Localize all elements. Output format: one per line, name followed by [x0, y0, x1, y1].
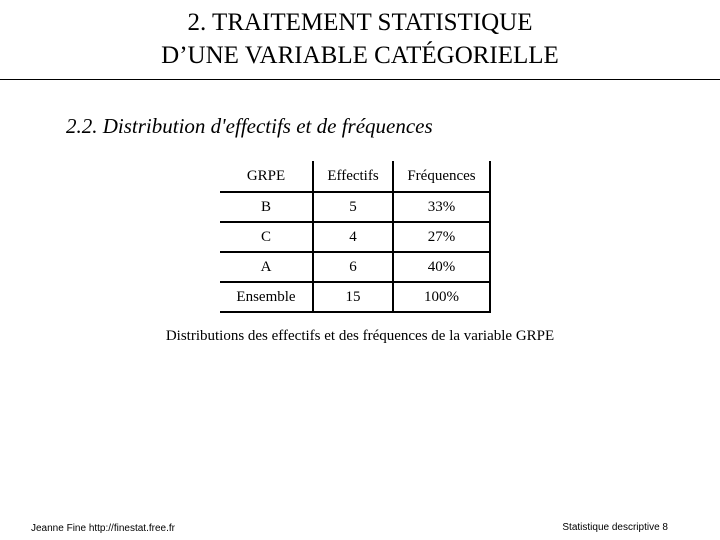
table-cell-effectifs: 4: [313, 222, 393, 252]
table-cell-effectifs: 6: [313, 252, 393, 282]
table-cell-grpe: Ensemble: [220, 282, 313, 312]
table-caption: Distributions des effectifs et des fréquences de la variable GRPE: [165, 328, 555, 344]
section-subtitle: 2.2. Distribution d'effectifs et de fréquences: [66, 114, 433, 138]
table-row: [220, 252, 490, 282]
frequency-table: [220, 161, 491, 313]
table-cell-frequences: 27%: [393, 222, 490, 252]
slide-title-line-2: D’UNE VARIABLE CATÉGORIELLE: [161, 42, 559, 69]
table-cell-effectifs: 5: [313, 192, 393, 222]
table-row: [220, 222, 490, 252]
footer-author: Jeanne Fine http://finestat.free.fr: [31, 523, 175, 534]
table-cell-frequences: 33%: [393, 192, 490, 222]
table-cell-grpe: C: [220, 222, 313, 252]
footer-page-label: Statistique descriptive 8: [562, 522, 668, 533]
table-cell-effectifs: 15: [313, 282, 393, 312]
slide-title-line-1: 2. TRAITEMENT STATISTIQUE: [187, 9, 533, 36]
table-cell-frequences: 40%: [393, 252, 490, 282]
table-cell-grpe: A: [220, 252, 313, 282]
title-divider: [0, 79, 720, 80]
column-header-effectifs: Effectifs: [313, 161, 393, 192]
column-header-frequences: Fréquences: [393, 161, 490, 192]
table-row-total: [220, 282, 490, 312]
slide-title: [0, 6, 720, 72]
table-header-row: [220, 161, 490, 192]
table-cell-grpe: B: [220, 192, 313, 222]
table-cell-frequences: 100%: [393, 282, 490, 312]
table-row: [220, 192, 490, 222]
column-header-grpe: GRPE: [220, 161, 313, 192]
